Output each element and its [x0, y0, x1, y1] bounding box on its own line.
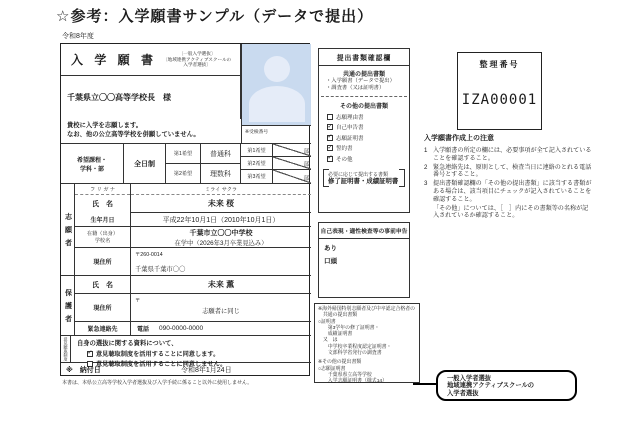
course-label-line2: 学科・部	[79, 166, 104, 173]
consent-intro: 自身の選抜に関する資料について、	[77, 340, 178, 347]
guardian-address-label: 現住所	[75, 294, 131, 322]
applicant-postal: 〒260-0014	[135, 252, 163, 258]
documents-panel	[318, 48, 410, 213]
overseas-note-panel	[314, 303, 420, 383]
doc-checkbox-jikoshinkoku[interactable]: ✓	[327, 123, 333, 130]
form-title: 入 学 願 書	[71, 53, 158, 67]
common-doc-item: ・調査書（又は証明書）	[326, 85, 385, 91]
declaration-line: あり	[324, 245, 337, 252]
birthdate-label: 生年月日	[75, 213, 131, 227]
note-item	[424, 205, 594, 220]
doc-label: 誓約書	[336, 146, 353, 152]
note-number: 1	[424, 147, 428, 154]
applicant-address: 千葉県千葉市〇〇	[135, 266, 186, 273]
other-doc-row	[327, 155, 409, 163]
payment-date: 令和8年1月24日	[181, 367, 232, 374]
divider	[321, 96, 407, 97]
doc-checkbox-riyusho[interactable]	[327, 114, 333, 120]
exam-number-cell	[241, 126, 311, 144]
note-number	[424, 205, 433, 220]
pledge-line2: なお、他の公立高等学校を併願していません。	[67, 130, 200, 138]
furigana-label: フ リ ガ ナ	[75, 184, 130, 195]
notes-section	[424, 133, 594, 220]
club1-label: 第1希望	[241, 144, 273, 157]
school-label-cell	[75, 227, 131, 248]
school-label-line1: 在籍（出身）	[86, 231, 119, 237]
choice1-label: 第1希望	[166, 144, 201, 164]
addressee-line: 千葉県立〇〇高等学校長 様	[61, 76, 241, 119]
photo-placeholder	[241, 44, 311, 126]
school-status: 在学中（2026年3月卒業見込み）	[174, 239, 268, 247]
club2-suffix: 部	[303, 162, 309, 168]
note-item	[424, 164, 594, 179]
other-doc-row	[327, 144, 409, 152]
form-subtitle-line2: 〔地域連携アクティブスクールの	[163, 56, 232, 62]
overseas-line: ※海外帰国特別志願者及び中卒認定合格者の	[318, 307, 416, 312]
club3-suffix: 部	[303, 176, 309, 182]
note-number: 3	[424, 180, 428, 188]
guardian-postal: 〒	[135, 298, 141, 304]
common-docs-title: 共通の提出書類	[342, 72, 385, 78]
doc-checkbox-seiyakusho[interactable]: ✓	[327, 144, 333, 151]
club3-cell	[273, 170, 311, 184]
doc-label: 志願証明書	[336, 135, 364, 142]
person-silhouette-icon	[264, 56, 290, 82]
overseas-line: ※その他の提出書類	[318, 360, 362, 366]
choice2-value: 理数科	[201, 164, 241, 184]
form-subtitle-line3: 入学者選抜〕	[183, 62, 211, 68]
overseas-line: 又 は	[318, 338, 338, 344]
applicant-address-cell	[131, 248, 311, 276]
birthdate-value: 平成22年10月1日（2010年10月1日）	[131, 213, 311, 227]
school-cell	[131, 227, 311, 248]
applicant-section-label: 志願者	[61, 184, 75, 276]
course-fulltime: 全日制	[124, 144, 166, 184]
pledge-text	[61, 119, 241, 144]
other-docs-title: その他の提出書類	[339, 104, 388, 110]
tag-line: 入学者選抜	[447, 389, 479, 397]
applicant-address-label: 現住所	[75, 248, 131, 276]
optional-docs-title: 必要に応じて提出する書類	[328, 171, 389, 178]
guardian-address-note: 志願者に同じ	[202, 308, 240, 315]
club2-cell	[273, 157, 311, 170]
overseas-line: 中学校卒業程度認定証明書・	[318, 344, 392, 350]
consent-agree-checkbox[interactable]: ✓	[87, 350, 93, 356]
page-title: ☆参考：入学願書サンプル（データで提出）	[56, 8, 374, 25]
note-text: 提出書類確認欄の「その他の提出書類」に該当する書類がある場合は、該当項目にチェックが記入されていることを確認すること。	[433, 180, 592, 203]
common-doc-item: ・入学願書（データで提出）	[326, 78, 395, 84]
connector-line	[413, 383, 436, 385]
optional-docs-note	[323, 169, 405, 188]
overseas-line: ○志願証明書	[318, 366, 346, 372]
guardian-section-label: 保護者	[61, 276, 75, 336]
applicant-furigana: ミライ サクラ	[131, 184, 311, 195]
guardian-name: 未来 薫	[131, 276, 311, 294]
consent-disagree-label: 意見聴取制度を活用することに同意しません。	[96, 361, 227, 368]
overseas-line: 千葉県県立高等学校	[318, 372, 372, 378]
applicant-name-cell	[131, 184, 311, 213]
year-label: 令和8年度	[62, 33, 94, 40]
course-label-line1: 希望課程・	[76, 157, 107, 164]
reference-number-label: 整理番号	[479, 60, 520, 69]
payment-row	[61, 363, 311, 377]
club1-cell	[273, 144, 311, 157]
doc-label: 自己申告書	[336, 125, 364, 131]
other-doc-row	[327, 113, 409, 121]
overseas-line: 成績証明書	[318, 332, 353, 338]
overseas-line: 第3学年の修了証明書・	[318, 325, 380, 331]
overseas-line: 共通の提出書類	[318, 313, 358, 319]
doc-checkbox-sonota[interactable]: ✓	[327, 155, 333, 161]
declaration-panel-title: 自己表現・適性検査等の事前申告	[319, 223, 409, 239]
note-item	[424, 147, 594, 162]
form-header	[61, 44, 241, 76]
phone-number: 090-0000-0000	[159, 325, 204, 332]
choice1-value: 普通科	[201, 144, 241, 164]
tag-line: 一般入学者選抜	[447, 374, 492, 382]
school-label-line2: 学校名	[94, 238, 111, 244]
form-subtitle	[163, 51, 231, 68]
choice2-label: 第2希望	[166, 164, 201, 184]
reference-number-value: IZA00001	[461, 92, 538, 108]
note-item	[424, 180, 594, 203]
selection-type-tag	[436, 370, 577, 401]
tag-line: 地域連携アクティブスクールの	[447, 382, 535, 390]
overseas-line: ○証明書	[318, 319, 336, 325]
guardian-name-label: 氏 名	[75, 276, 131, 294]
doc-checkbox-shigansho[interactable]: ✓	[327, 134, 333, 140]
phone-label: 電話	[137, 327, 150, 333]
school-name: 千葉市立〇〇中学校	[189, 229, 253, 237]
emergency-cell	[131, 322, 311, 336]
other-doc-row	[327, 134, 409, 142]
name-label: 氏 名	[92, 200, 113, 208]
declaration-line: 口頭	[324, 258, 337, 265]
doc-label: その他	[336, 156, 353, 163]
emergency-label: 緊急連絡先	[75, 322, 131, 336]
declaration-panel	[318, 222, 410, 298]
documents-panel-title: 提出書類確認欄	[319, 49, 409, 66]
other-doc-row	[327, 123, 409, 131]
applicant-name-label-cell	[75, 184, 131, 213]
course-label	[61, 144, 124, 184]
pledge-line1: 貴校に入学を志願します。	[67, 122, 143, 129]
consent-cell	[71, 336, 311, 368]
note-text: 「その他」については、［ ］内にその書類等の名称が記入されているか確認すること。	[433, 204, 589, 220]
note-number: 2	[424, 163, 428, 171]
note-text: 入学願書の所定の欄には、必要事項が全て記入されていることを確認すること。	[433, 147, 592, 162]
form-footnote: 本書は、本県公立高等学校入学者選抜及び入学手続に係ること以外に使用しません。	[62, 380, 253, 386]
doc-label: 志願理由書	[336, 114, 364, 121]
optional-docs-body: 修了証明書・成績証明書	[328, 177, 399, 185]
payment-label: ※ 納付日	[66, 367, 101, 374]
application-form	[60, 43, 310, 376]
consent-agree-label: 意見聴取制度を活用することに同意します。	[96, 351, 220, 358]
exam-number-label: ※受検番号	[245, 130, 269, 135]
applicant-name: 未来 桜	[207, 199, 235, 208]
reference-number-box	[457, 52, 542, 130]
overseas-line: 入学志願証明書（様式14）	[318, 379, 388, 385]
form-subtitle-line1: 〔一般入学選抜〕	[178, 51, 216, 57]
notes-title: 入学願書作成上の注意	[424, 135, 494, 142]
person-silhouette-shoulders	[249, 86, 305, 122]
consent-section-label: 意見聴取制度	[61, 336, 71, 363]
club2-label: 第2希望	[241, 157, 273, 170]
guardian-address-cell	[131, 294, 311, 322]
overseas-line: 文部科学省発行の調査書	[318, 351, 382, 357]
club1-suffix: 部	[303, 149, 309, 155]
note-text: 緊急連絡先は、原則として、検査当日に連絡のとれる電話番号とすること。	[433, 163, 592, 179]
club3-label: 第3希望	[241, 170, 273, 184]
